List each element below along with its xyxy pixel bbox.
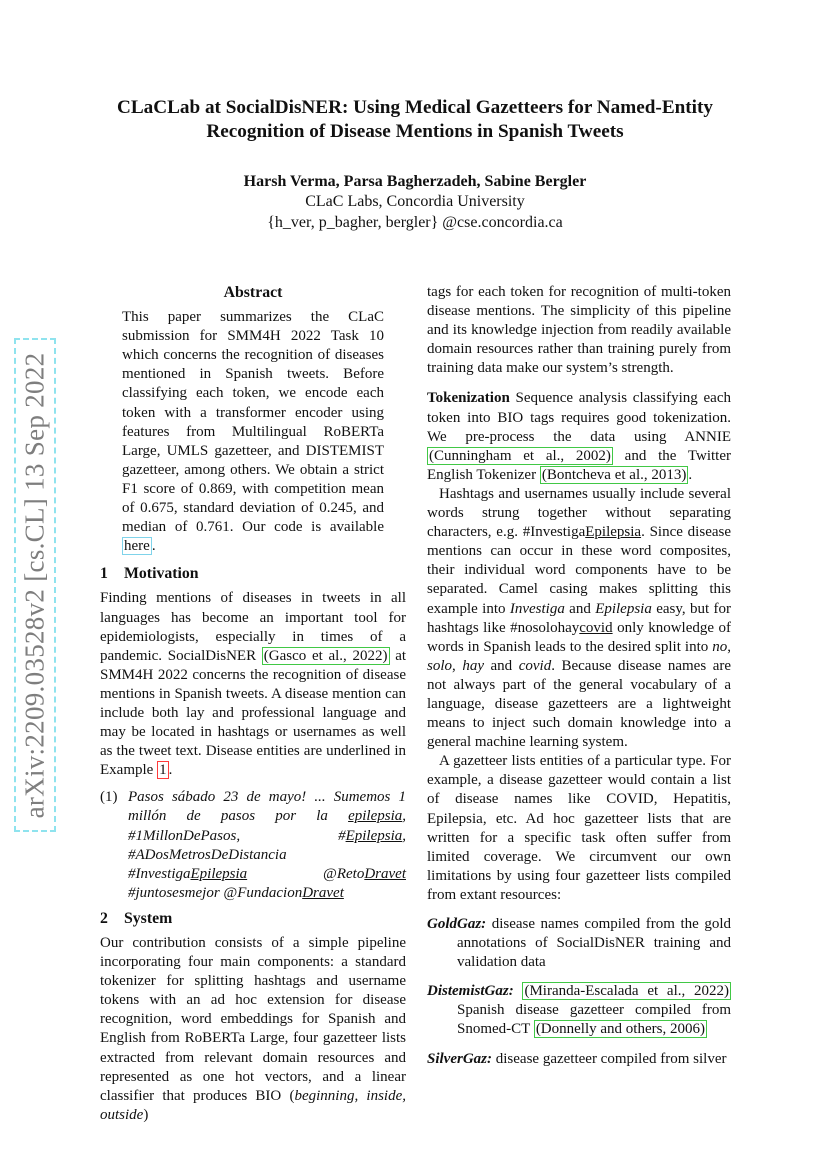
- system-paragraph: [100, 934, 406, 1125]
- hashtag-text-e: only knowledge of words in Spanish leads to the desired split into: [427, 619, 731, 655]
- arxiv-id: arXiv:2209.03528v2 [cs.CL] 13 Sep 2022: [19, 352, 50, 818]
- goldgaz-colon: :: [481, 916, 487, 932]
- example-part-b: , #1MillonDePasos, #: [128, 808, 406, 844]
- example-ref-link[interactable]: 1: [159, 762, 167, 779]
- example-part-a: Pasos sábado 23 de mayo! ... Sumemos 1 millón de pasos por la: [128, 789, 406, 825]
- abstract-body-text: This paper summarizes the CLaC submission for SMM4H 2022 Task 10 which concerns the recognition of diseases mentioned in Spanish tweets. Before classifying each token, we encode each token with a transformer encoder using features from Multilingual RoBERTa Large, UMLS gazetteer, and DISTEMIST gazetteer, among others. We obtain a strict F1 score of 0.869, with competition mean of 0.675, standard deviation of 0.245, and median of 0.761. Our code is available: [122, 309, 384, 536]
- hashtag-text-a: Hashtags and usernames usually include several words strung together without separating characters, e.g. #Investiga: [427, 485, 731, 541]
- paper-title: [90, 96, 740, 144]
- distemistgaz-body: [427, 982, 731, 1039]
- section-1-title: Motivation: [124, 565, 199, 583]
- affiliation: CLaC Labs, Concordia University: [305, 193, 525, 210]
- tokenization-text-a: Sequence analysis classifying each token into BIO tags requires good tokenization. We pre-process the data using ANNIE: [427, 390, 731, 445]
- tokenization-heading: Tokenization: [427, 390, 510, 407]
- example-label: (1): [100, 789, 118, 806]
- section-2-number: 2: [100, 909, 108, 927]
- abstract-heading: Abstract: [223, 284, 283, 301]
- system-end: ): [143, 1106, 149, 1123]
- right-column: [427, 283, 731, 1069]
- hashtag-text-h: and: [483, 657, 519, 674]
- abstract-text: [100, 308, 406, 556]
- tokenization-end: .: [688, 466, 693, 483]
- distemistgaz-colon: :: [508, 983, 514, 1000]
- motivation-text-a: Finding mentions of diseases in tweets in all languages has become an important tool for epidemiologists, especially in times of a pandemic. SocialDisNER: [100, 590, 406, 664]
- code-link[interactable]: here: [124, 538, 150, 555]
- section-2-title: System: [124, 909, 173, 927]
- hashtag-text-b: . Since disease mentions can occur in these word composites, their individual word components have to be separated. Camel casing makes splitting this example into: [427, 524, 731, 617]
- section-2-heading: [100, 909, 406, 928]
- example-text: [128, 788, 406, 903]
- hashtag-text-f: ,: [727, 638, 731, 655]
- silvergaz-text: disease gazetteer compiled from silver: [492, 1050, 727, 1067]
- citation-miranda[interactable]: (Miranda-Escalada et al., 2022): [524, 983, 729, 1000]
- hashtag-italic-4: solo: [427, 657, 453, 674]
- example-part-e: #juntosesmejor @Fundacion: [128, 884, 303, 901]
- example-disease-3: Epilepsia: [190, 865, 248, 882]
- left-column: [100, 283, 406, 1125]
- example-part-c: , #ADosMetrosDeDistancia #Investiga: [128, 827, 406, 882]
- hashtag-disease-1: Epilepsia: [585, 524, 642, 541]
- gazetteer-paragraph: A gazetteer lists entities of a particular type. For example, a disease gazetteer would contain a list of disease names like COVID, Hepatitis, Epilepsia, etc. Ad hoc gazetteer lists that are written for a specific task often suffer from limited coverage. We circumvent our own limitations by using four gazetteer lists compiled from extant resources:: [427, 753, 731, 903]
- hashtag-disease-2: covid: [579, 619, 613, 636]
- example-disease-1: epilepsia: [348, 808, 403, 825]
- motivation-end: .: [168, 762, 173, 779]
- hashtag-text-d: easy, but for hashtags like #nosolohay: [427, 600, 731, 636]
- hashtag-text-g: ,: [452, 657, 463, 674]
- motivation-text-b: at SMM4H 2022 concerns the recognition of disease mentions in Spanish tweets. A disease mention can include both lay and professional language and may be located in hashtags or usernames as well as the tweet text. Disease entities are underlined in Example: [100, 647, 407, 779]
- title-block: [90, 96, 740, 233]
- citation-gasco[interactable]: (Gasco et al., 2022): [263, 647, 388, 664]
- goldgaz-body: [427, 915, 731, 972]
- silvergaz-item: [427, 1050, 731, 1069]
- pipeline-continuation: tags for each token for recognition of multi-token disease mentions. The simplicity of this pipeline and its knowledge injection from readily available domain resources rather than training purely from training data make our system’s strength.: [427, 284, 731, 377]
- silvergaz-name: SilverGaz: [427, 1050, 487, 1067]
- example-disease-5: Dravet: [302, 884, 344, 901]
- citation-cunningham[interactable]: (Cunningham et al., 2002): [429, 447, 611, 464]
- goldgaz-text: disease names compiled from the gold annotations of SocialDisNER training and validation data: [457, 916, 731, 971]
- arxiv-stamp[interactable]: [14, 338, 56, 832]
- hashtag-italic-6: covid: [518, 657, 552, 674]
- tokenization-paragraph: [427, 389, 731, 484]
- tokenization-text-b: and the Twitter English Tokenizer: [427, 447, 731, 483]
- abstract-end: .: [151, 538, 156, 555]
- hashtag-text-j: . Because disease names are not always part of the general vocabulary of a language, disease gazetteers are a lightweight means to inject such domain knowledge into a general machine learning system.: [427, 657, 732, 751]
- distemistgaz-item: [427, 982, 731, 1039]
- hashtag-italic-2: Epilepsia: [595, 600, 652, 617]
- silvergaz-body: [427, 1050, 731, 1069]
- section-1-heading: [100, 564, 406, 583]
- hashtag-italic-3: no: [712, 638, 728, 655]
- distemistgaz-text: Spanish disease gazetteer compiled from Snomed-CT: [457, 1002, 731, 1038]
- citation-donnelly[interactable]: (Donnelly and others, 2006): [535, 1021, 705, 1038]
- bio-expansion: beginning, inside, outside: [100, 1087, 407, 1123]
- section-1-number: 1: [100, 565, 108, 583]
- goldgaz-item: [427, 915, 731, 972]
- title-line-2: Recognition of Disease Mentions in Spanish Tweets: [206, 121, 624, 142]
- distemistgaz-name: DistemistGaz: [427, 983, 509, 1000]
- silvergaz-colon: :: [487, 1050, 492, 1067]
- goldgaz-name: GoldGaz: [427, 916, 482, 932]
- citation-bontcheva[interactable]: (Bontcheva et al., 2013): [541, 466, 687, 483]
- authors: Harsh Verma, Parsa Bagherzadeh, Sabine Bergler: [243, 173, 587, 190]
- title-line-1: CLaCLab at SocialDisNER: Using Medical Gazetteers for Named-Entity: [117, 97, 713, 118]
- example-disease-4: Dravet: [364, 865, 406, 882]
- motivation-paragraph: [100, 589, 406, 780]
- hashtag-italic-5: hay: [462, 657, 484, 674]
- hashtag-paragraph: [427, 485, 731, 752]
- example-part-d: @Reto: [247, 865, 365, 882]
- hashtag-text-c: and: [564, 600, 596, 617]
- emails: {h_ver, p_bagher, bergler} @cse.concordia.ca: [267, 214, 563, 231]
- example-disease-2: Epilepsia: [345, 827, 403, 844]
- system-text: Our contribution consists of a simple pipeline incorporating four main components: a standard tokenizer for splitting hashtags and username tokens with an ad hoc extension for disease recognition, word embeddings for Spanish and English from RoBERTa Large, four gazetteer lists extracted from relevant domain resources and represented as one hot vectors, and a linear classifier that produces BIO (: [100, 935, 406, 1104]
- hashtag-italic-1: Investiga: [509, 600, 565, 617]
- example-1: [100, 788, 406, 903]
